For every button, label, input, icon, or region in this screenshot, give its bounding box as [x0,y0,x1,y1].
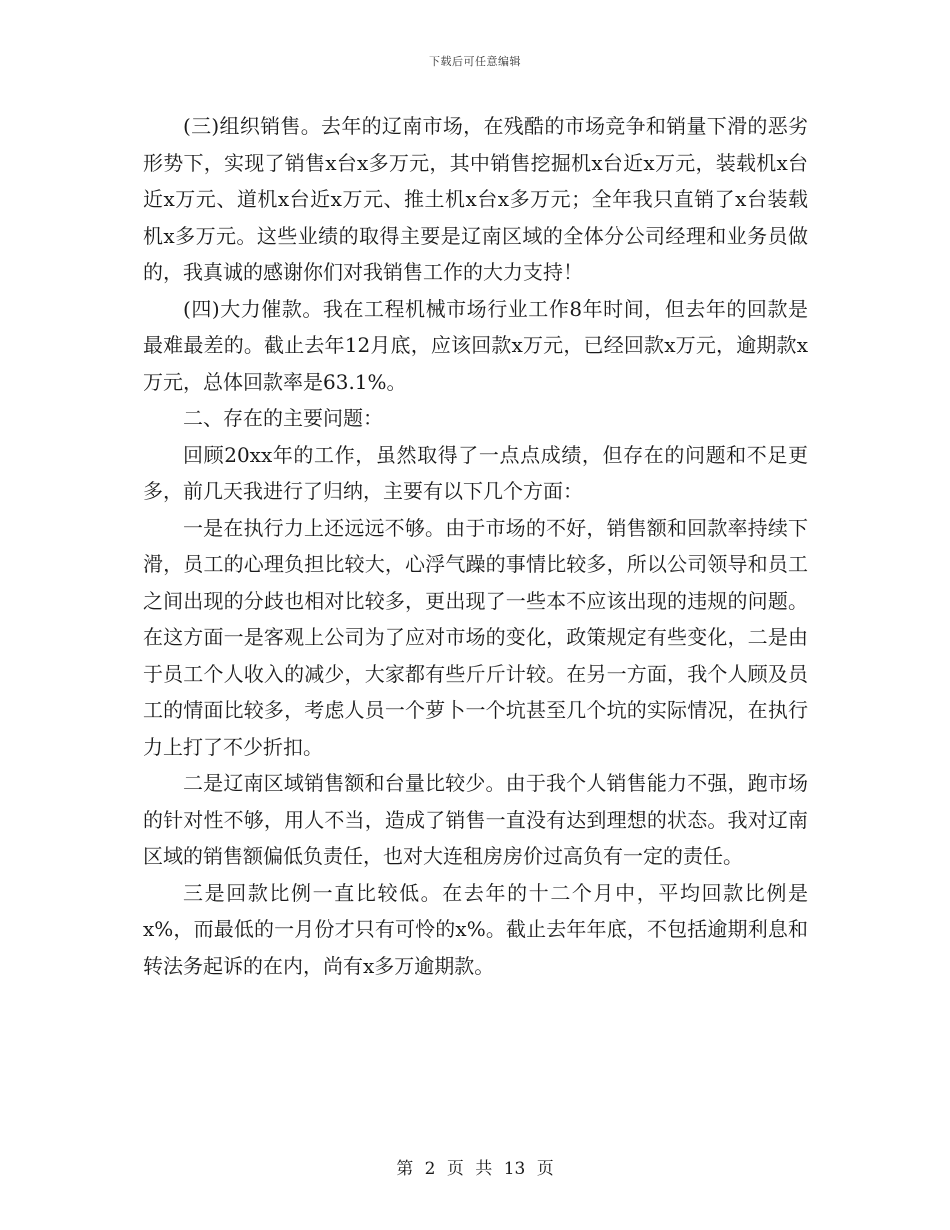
paragraph-problem-payment-ratio: 三是回款比例一直比较低。在去年的十二个月中，平均回款比例是x%，而最低的一月份才只有可怜的x%。截止去年年底，不包括逾期利息和转法务起诉的在内，尚有x多万逾期款。 [143,880,808,978]
paragraph-review-intro: 回顾20xx年的工作，虽然取得了一点点成绩，但存在的问题和不足更多，前几天我进行了归纳，主要有以下几个方面： [143,442,808,503]
paragraph-organize-sales: (三)组织销售。去年的辽南市场，在残酷的市场竞争和销量下滑的恶劣形势下，实现了销售x台x多万元，其中销售挖掘机x台近x万元，装载机x台近x万元、道机x台近x万元、推土机x台x多万元；全年我只直销了x台装载机x多万元。这些业绩的取得主要是辽南区域的全体分公司经理和业务员做的，我真诚的感谢你们对我销售工作的大力支持！ [143,114,808,284]
page-header: 下载后可任意编辑 [429,55,521,68]
document-body [143,108,808,984]
section-heading-main-problems: 二、存在的主要问题： [183,406,383,430]
paragraph-problem-execution: 一是在执行力上还远远不够。由于市场的不好，销售额和回款率持续下滑，员工的心理负担比较大，心浮气躁的事情比较多，所以公司领导和员工之间出现的分歧也相对比较多，更出现了一些本不应该出现的违规的问题。在这方面一是客观上公司为了应对市场的变化，政策规定有些变化，二是由于员工个人收入的减少，大家都有些斤斤计较。在另一方面，我个人顾及员工的情面比较多，考虑人员一个萝卜一个坑甚至几个坑的实际情况，在执行力上打了不少折扣。 [143,515,808,759]
paragraph-collect-payments: (四)大力催款。我在工程机械市场行业工作8年时间，但去年的回款是最难最差的。截止去年12月底，应该回款x万元，已经回款x万元，逾期款x万元，总体回款率是63.1%。 [143,296,808,394]
paragraph-problem-sales-volume: 二是辽南区域销售额和台量比较少。由于我个人销售能力不强，跑市场的针对性不够，用人不当，造成了销售一直没有达到理想的状态。我对辽南区域的销售额偏低负责任，也对大连租房房价过高负有一定的责任。 [143,771,808,868]
page-number-footer: 第 2 页 共 13 页 [396,1159,554,1179]
